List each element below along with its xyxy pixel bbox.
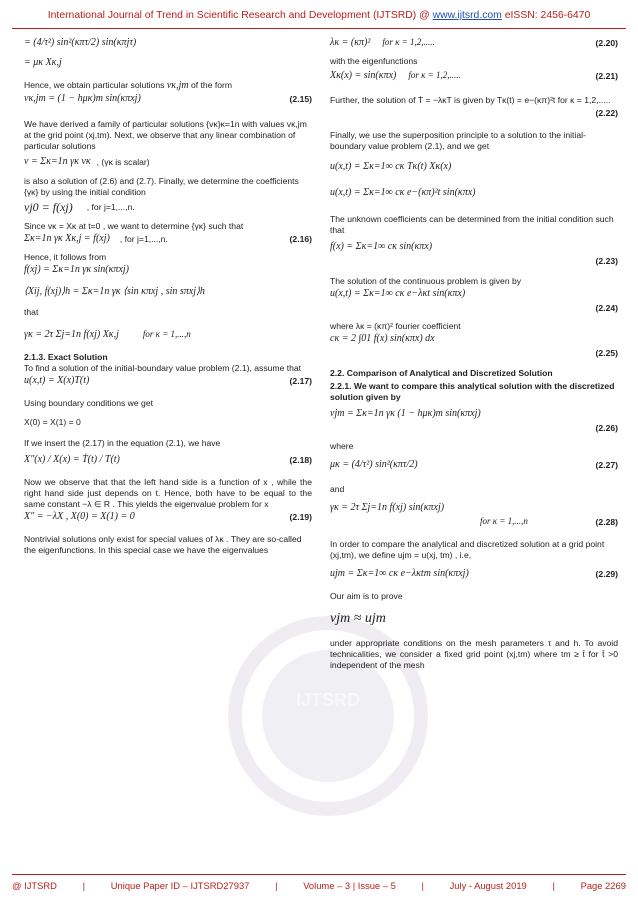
equation-number: (2.21) — [595, 70, 618, 81]
left-column — [24, 32, 312, 556]
page-footer — [12, 880, 626, 891]
paragraph-and: and — [330, 484, 345, 494]
equation-2-19: X″ = −λX , X(0) = X(1) = 0 (2.19) — [24, 510, 312, 522]
footer-divider — [12, 874, 626, 875]
equation-initial-condition: vj0 = f(xj) , for j=1,...,n. — [24, 199, 135, 214]
paragraph-aim: Our aim is to prove — [330, 591, 403, 601]
equation-gamma: γκ = 2τ Σj=1n f(xj) Xκ,j for κ = 1,...,n — [24, 328, 191, 340]
equation-u-exponential: u(x,t) = Σκ=1∞ cκ e−(κπ)²t sin(κπx) — [330, 186, 476, 198]
paragraph-family: We have derived a family of particular solutions {vκ}κ=1n with values vκ,jm at the grid point (xj,tm). Next, we observe that any linear combination of particular solutions — [24, 118, 307, 151]
equation-2-15: vκ,jm = (1 − hμκ)m sin(κπxj) (2.15) — [24, 93, 312, 105]
equation-2-17: u(x,t) = X(x)T(t) (2.17) — [24, 374, 312, 386]
paragraph-continuous-solution: The solution of the continuous problem is given by — [330, 276, 522, 286]
paragraph-follows: Hence, it follows from — [24, 252, 107, 263]
equation-number: (2.19) — [289, 511, 312, 522]
equation-2-20: λκ = (κπ)² for κ = 1,2,..... (2.20) — [330, 36, 618, 48]
paragraph-particular-solutions: Hence, we obtain particular solutions vκ,jm of the form — [24, 80, 233, 91]
equation-2-26-row — [330, 421, 618, 435]
equation-number: (2.27) — [595, 459, 618, 470]
equation-2-26: vjm = Σκ=1n γκ (1 − hμκ)m sin(κπxj) — [330, 407, 481, 419]
paragraph-insert: If we insert the (2.17) in the equation (2.1), we have — [24, 438, 221, 449]
paragraph-in-order: In order to compare the analytical and discretized solution at a grid point (xj,tm), we define ujm = u(xj, tm) , i.e, — [330, 539, 605, 560]
footer-paper-id: Unique Paper ID – IJTSRD27937 — [110, 880, 250, 891]
footer-separator: | — [82, 880, 86, 891]
equation-boundary-conditions: X(0) = X(1) = 0 — [24, 417, 81, 428]
journal-header — [0, 10, 638, 21]
section-heading-2-1-3: 2.1.3. Exact Solution — [24, 352, 108, 363]
watermark-text: IJTSRD — [295, 690, 360, 710]
footer-separator: | — [421, 880, 424, 891]
equation-linear-combination: v = Σκ=1n γκ vκ , (γκ is scalar) — [24, 156, 150, 168]
paragraph-where-fourier: where λκ = (κπ)² fourier coefficient — [330, 321, 461, 331]
paragraph-exact: To find a solution of the initial-boundary value problem (2.1), assume that — [24, 363, 302, 374]
equation-mu-x: = μκ Xκ,j — [24, 56, 62, 68]
paragraph-coefficients: is also a solution of (2.6) and (2.7). Finally, we determine the coefficients {γκ} by using the initial condition — [24, 175, 299, 197]
footer-date: July - August 2019 — [449, 880, 527, 891]
paragraph-that: that — [24, 307, 39, 318]
equation-number: (2.16) — [289, 233, 312, 244]
equation-f-sum: f(xj) = Σκ=1n γκ sin(κπxj) — [24, 263, 129, 275]
equation-2-23: f(x) = Σκ=1∞ cκ sin(κπx) — [330, 240, 433, 252]
paragraph-under-conditions: under appropriate conditions on the mesh parameters τ and h. To avoid technicalities, we consider a fixed grid point (xj,tm) where tm ≥ t̄ for t̄ >0 independent of the mesh — [330, 637, 618, 670]
paragraph-nontrivial: Nontrivial solutions only exist for special values of λκ . They are so-called the eigenfunctions. In this special case we have the eigenvalues — [24, 534, 302, 556]
header-divider — [12, 28, 626, 29]
equation-2-23-row — [330, 254, 618, 268]
equation-2-24: u(x,t) = Σκ=1∞ cκ e−λκt sin(κπx) — [330, 287, 466, 299]
equation-number: (2.26) — [595, 422, 618, 433]
equation-number: (2.29) — [595, 568, 618, 579]
section-heading-2-2: 2.2. Comparison of Analytical and Discretized Solution — [330, 368, 553, 378]
equation-2-16: Σκ=1n γκ Xκ,j = f(xj) , for j=1,...,n. (2.16) — [24, 232, 312, 244]
paragraph-boundary: Using boundary conditions we get — [24, 398, 153, 409]
header-suffix: eISSN: 2456-6470 — [501, 10, 591, 21]
equation-aim: vjm ≈ ujm — [330, 611, 386, 626]
equation-number: (2.22) — [595, 107, 618, 118]
footer-page: Page 2269 — [580, 880, 626, 891]
header-prefix: International Journal of Trend in Scientific Research and Development (IJTSRD) @ — [47, 10, 433, 21]
equation-u-series: u(x,t) = Σκ=1∞ cκ Tκ(t) Xκ(x) — [330, 160, 452, 172]
journal-website-link[interactable]: www.ijtsrd.com — [432, 10, 502, 21]
equation-2-25-row — [330, 346, 618, 360]
equation-2-18: X″(x) / X(x) = Ṫ(t) / T(t) (2.18) — [24, 453, 312, 465]
equation-2-28-row: for κ = 1,...,n (2.28) — [480, 516, 618, 527]
equation-number: (2.17) — [289, 375, 312, 386]
right-column — [330, 32, 618, 671]
equation-2-21: Xκ(x) = sin(κπx) for κ = 1,2,..... (2.21) — [330, 69, 618, 81]
paragraph-further: Further, the solution of Ṫ = −λκT is given by Tκ(t) = e−(κπ)²t for κ = 1,2,..... — [330, 95, 611, 105]
paragraph-since: Since vκ = Xκ at t=0 , we want to determine {γκ} such that — [24, 221, 244, 232]
footer-separator: | — [552, 880, 555, 891]
paragraph-where: where — [330, 441, 354, 451]
equation-number: (2.24) — [595, 302, 618, 313]
equation-2-25: cκ = 2 ∫01 f(x) sin(κπx) dx — [330, 332, 435, 344]
paragraph-superposition: Finally, we use the superposition principle to a solution to the initial-boundary value problem (2.1), and we get — [330, 130, 586, 151]
equation-number: (2.18) — [289, 454, 312, 465]
equation-2-22-row — [330, 106, 618, 120]
equation-number: (2.25) — [595, 347, 618, 358]
footer-journal: @ IJTSRD — [12, 880, 57, 891]
paragraph-unknown-coefficients: The unknown coefficients can be determined from the initial condition such that — [330, 214, 614, 235]
equation-inner-product: ⟨Xij, f(xj)⟩h = Σκ=1n γκ ⟨sin κπxj , sin sπxj⟩h — [24, 285, 205, 297]
equation-2-24-row — [330, 301, 618, 315]
equation-2-28: γκ = 2τ Σj=1n f(xj) sin(κπxj) — [330, 501, 445, 513]
equation-2-29: ujm = Σκ=1∞ cκ e−λκtm sin(κπxj) (2.29) — [330, 567, 618, 579]
paragraph-eigenfunctions: with the eigenfunctions — [330, 56, 418, 66]
equation-number: (2.15) — [289, 94, 312, 105]
equation-number: (2.28) — [595, 516, 618, 527]
section-heading-2-2-1: 2.2.1. We want to compare this analytical solution with the discretized solution given by — [330, 381, 615, 402]
paragraph-observe: Now we observe that that the left hand side is a function of x , while the right hand side just depends on t. Hence, both have to be equal to the same constant −λ ∈ R . This yields the eigenvalue problem for x — [24, 477, 312, 510]
equation-mu-expansion: = (4/τ²) sin²(κπτ/2) sin(κπjτ) — [24, 36, 137, 48]
footer-separator: | — [275, 880, 278, 891]
equation-number: (2.20) — [595, 37, 618, 48]
equation-number: (2.23) — [595, 255, 618, 266]
footer-volume: Volume – 3 | Issue – 5 — [303, 880, 396, 891]
equation-2-27: μκ = (4/τ²) sin²(κπτ/2) (2.27) — [330, 458, 618, 470]
